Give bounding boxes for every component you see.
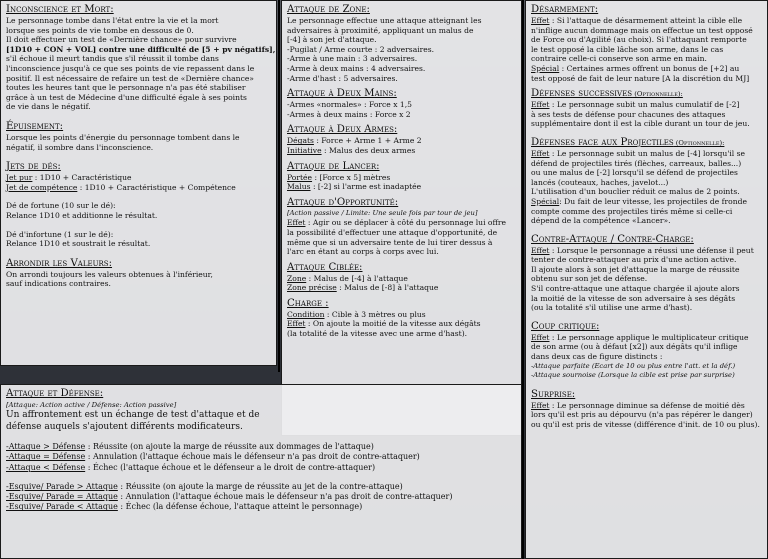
text-line: le test opposé la cible lâche son arme, dans le cas — [531, 44, 724, 54]
term-label: Zone précise — [287, 283, 337, 293]
section-inconscience — [6, 4, 276, 112]
text-line: Un affrontement est un échange de test d'attaque et de — [6, 410, 260, 421]
term-text: : Malus de [-8] à l'attaque — [336, 283, 439, 293]
text-line — [531, 246, 762, 256]
text-line — [531, 197, 762, 207]
term-label: Portée — [287, 172, 313, 182]
text-line: la moitié de la vitesse de son adversaire à ses dégâts — [531, 293, 736, 303]
section-charge — [287, 298, 516, 339]
term-text: : Le personnage subit un malus de [-4] lorsqu'il se — [549, 148, 745, 158]
text-line — [287, 274, 516, 284]
section-title: Attaque à Deux Armes: — [287, 124, 398, 136]
text-line — [287, 319, 516, 329]
term-label: Zone — [287, 273, 307, 283]
text-line: ou qu'il est pris de vitesse (différence d'init. de 10 ou plus). — [531, 420, 760, 429]
section-deux-armes — [287, 124, 516, 155]
text-line: dans deux cas de figure distincts : — [531, 352, 663, 362]
term-label: Effet — [531, 16, 550, 25]
text-line: -Arme à une main : 3 adversaires. — [287, 54, 418, 64]
section-arrondir — [6, 258, 271, 289]
text-line: S'il contre-attaque une attaque chargée il ajoute alors — [531, 284, 740, 294]
text-line: la possibilité d'effectuer une attaque d'opportunité, de — [287, 227, 498, 237]
rule-label: -Esquive/ Parade < Attaque — [6, 502, 118, 512]
optional-tag: (Optionnelle): — [632, 90, 683, 99]
text-line: l'inconscience jusqu'à ce que ses points de vie repassent dans le — [6, 63, 255, 73]
text-line: [-4] à son jet d'attaque. — [287, 35, 377, 45]
section-title: Jets de dés: — [6, 161, 61, 173]
term-text: : [-2] si l'arme est inadaptée — [310, 182, 422, 192]
term-text: : Lorsque le personnage a réussi une défense il peut — [549, 245, 754, 255]
text-line — [287, 182, 516, 192]
rule-label: -Esquive/ Parade = Attaque — [6, 492, 118, 502]
section-deux-mains — [287, 88, 516, 119]
section-title-text: Défenses face aux Projectiles — [531, 136, 674, 148]
rule-line — [6, 482, 516, 492]
text-line: compte comme des projectiles tirés même si celle-ci — [531, 206, 733, 216]
spacer — [6, 192, 271, 201]
text-line — [6, 173, 271, 183]
section-title: Attaque et Défense: — [6, 388, 104, 399]
text-line: n'inflige aucun dommage mais on effectue un test opposé — [531, 25, 753, 35]
text-line: (ou la totalité s'il utilise une arme d'hast). — [531, 303, 693, 313]
section-title — [531, 137, 762, 149]
text-line — [531, 401, 762, 411]
text-line — [531, 149, 762, 159]
section-opportunite — [287, 197, 516, 257]
section-subtitle: [Attaque: Action active / Défense: Action passive] — [6, 401, 177, 409]
rule-line — [6, 492, 516, 502]
term-text: : Du fait de leur vitesse, les projectiles de fronde — [559, 196, 747, 206]
section-title: Attaque de Lancer: — [287, 160, 380, 172]
optional-tag: (Optionnelle): — [673, 138, 725, 147]
text-line — [287, 136, 516, 146]
text-line: négatif, il sombre dans l'inconscience. — [6, 142, 154, 152]
text-line: -Arme d'hast : 5 adversaires. — [287, 73, 398, 83]
text-line: test opposé de fait de leur nature [A la discrétion du MJ] — [531, 73, 750, 83]
term-text: : Le personnage applique le multiplicateur critique — [549, 332, 749, 342]
text-line: Le personnage tombe dans l'état entre la vie et la mort — [6, 16, 219, 25]
term-text: : [Force x 5] mètres — [312, 172, 391, 182]
rule-text: : Annulation (l'attaque échoue mais le défenseur n'a pas droit de contre-attaquer) — [117, 492, 453, 502]
term-text: : Malus de [-4] à l'attaque — [306, 273, 408, 283]
text-line: (la totalité de la vitesse avec une arme d'hast). — [287, 329, 468, 339]
term-text: : On ajoute la moitié de la vitesse aux dégâts — [305, 319, 481, 329]
term-label: Initiative — [287, 145, 322, 155]
term-text: : Le personnage diminue sa défense de moitié dès — [549, 400, 745, 410]
text-line: -Arme à deux mains : 4 adversaires. — [287, 63, 426, 73]
section-ciblee — [287, 262, 516, 293]
rule-text: : Annulation (l'attaque échoue mais le défenseur n'a pas droit de contre-attaquer) — [85, 452, 420, 462]
section-title: Attaque Ciblée: — [287, 261, 363, 273]
section-jets — [6, 161, 271, 249]
term-text: : Si l'attaque de désarmement atteint la cible elle — [549, 16, 743, 25]
spacer — [6, 433, 516, 442]
rule-label: -Attaque > Défense — [6, 442, 86, 452]
text-line: Relance 1D10 et soustrait le résultat. — [6, 239, 151, 249]
text-line: tenter de contre-attaquer au prix d'une action active. — [531, 255, 737, 265]
term-text: : Certaines armes offrent un bonus de [+2] au — [559, 63, 740, 73]
text-line: -Attaque sournoise (Lorsque la cible est prise par surprise) — [531, 371, 735, 380]
text-line: Relance 1D10 et additionne le résultat. — [6, 210, 158, 220]
rule-text: : Réussite (on ajoute la marge de réussite aux dommages de l'attaque) — [85, 442, 374, 452]
text-line: grâce à un test de Médecine d'une difficulté égale à ses points — [6, 92, 247, 102]
term-label: Effet — [531, 400, 550, 410]
text-line: obtenu sur son jet de défense. — [531, 274, 648, 284]
section-title: Coup critique: — [531, 320, 600, 332]
section-title: Charge : — [287, 297, 329, 309]
section-title: Désarmement: — [531, 4, 599, 15]
text-line: dépend de la compétence «Lancer». — [531, 216, 671, 226]
text-line: Il ajoute alors à son jet d'attaque la marge de réussite — [531, 264, 740, 274]
section-surprise — [531, 389, 762, 430]
rule-label: -Esquive/ Parade > Attaque — [6, 481, 118, 491]
section-defenses-successives — [531, 88, 762, 129]
section-title: Épuisement: — [6, 120, 64, 132]
text-line: Dé d'infortune (1 sur le dé): — [6, 229, 114, 239]
section-subtitle: [Action passive / Limite: Une seule fois par tour de jeu] — [287, 208, 478, 217]
text-line: Il doit effectuer un test de «Dernière chance» pour survivre — [6, 35, 237, 45]
text-line: Lorsque les points d'énergie du personnage tombent dans le — [6, 132, 240, 142]
text-line — [287, 146, 516, 156]
text-line: défend de projectiles tirés (flèches, carreaux, balles...) — [531, 158, 742, 168]
text-line: toutes les heures tant que le personnage n'a pas été stabiliser — [6, 83, 246, 93]
text-line: [1D10 + CON + VOL] contre une difficulté de [5 + pv négatifs], — [6, 44, 276, 54]
text-line: -Armes à deux mains : Force x 2 — [287, 109, 411, 119]
spacer — [6, 221, 271, 230]
rule-label: -Attaque = Défense — [6, 452, 86, 462]
term-label: Effet — [531, 100, 550, 110]
term-label: Condition — [287, 309, 325, 319]
text-line: Le personnage effectue une attaque atteignant les — [287, 16, 482, 25]
panel-right — [525, 0, 768, 559]
section-defenses-projectiles — [531, 137, 762, 226]
text-line: supplémentaire dont il est la cible durant un tour de jeu. — [531, 119, 750, 129]
text-line: de son arme (ou à défaut [x2]) aux dégâts qu'il inflige — [531, 342, 738, 352]
term-label: Effet — [287, 218, 306, 228]
panel-left — [0, 0, 277, 366]
rule-label: -Attaque < Défense — [6, 462, 86, 472]
term-text: : Malus des deux armes — [321, 145, 416, 155]
section-attaque-zone — [287, 4, 516, 83]
text-line: à ses tests de défense pour chacunes des attaques — [531, 109, 726, 119]
section-title: Inconscience et Mort: — [6, 4, 114, 15]
rule-line — [6, 452, 516, 462]
section-title-text: Défenses successives — [531, 88, 633, 100]
text-line — [287, 218, 516, 228]
text-line: -Armes «normales» : Force x 1,5 — [287, 100, 412, 110]
text-line — [531, 64, 762, 74]
text-line — [531, 100, 762, 110]
rule-text: : Réussite (on ajoute la marge de réussite au jet de la contre-attaque) — [117, 481, 403, 491]
section-epuisement — [6, 121, 271, 152]
term-label: Jet pur — [6, 173, 33, 183]
term-text: : Le personnage subit un malus cumulatif de [-2] — [549, 100, 740, 110]
column-divider — [278, 0, 280, 372]
section-title: Attaque d'Opportunité: — [287, 196, 399, 208]
text-line: positif. Il est nécessaire de refaire un test de «Dernière chance» — [6, 73, 254, 83]
text-line: lorsque ses points de vie tombe en dessous de 0. — [6, 25, 194, 35]
text-line — [531, 16, 762, 26]
rule-line — [6, 442, 516, 452]
spacer — [6, 473, 516, 482]
rule-text: : Échec (l'attaque échoue et le défenseur a le droit de contre-attaquer) — [85, 462, 376, 472]
text-line: On arrondi toujours les valeurs obtenues à l'inférieur, — [6, 269, 213, 279]
text-line — [287, 173, 516, 183]
text-line: de vie dans le négatif. — [6, 102, 91, 112]
section-lancer — [287, 161, 516, 192]
term-label: Jet de compétence — [6, 182, 78, 192]
section-title: Surprise: — [531, 388, 576, 400]
text-line: de Force ou d'Agilité (au choix). Si l'attaquant remporte — [531, 35, 747, 45]
text-line: lors qu'il est pris au dépourvu (n'a pas répérer le danger) — [531, 410, 753, 420]
term-text: : Agir ou se déplacer à côté du personnage lui offre — [305, 218, 507, 228]
term-text: : Cible à 3 mètres ou plus — [324, 309, 426, 319]
section-title: Arrondir les Valeurs: — [6, 257, 113, 269]
text-line: ou une malus de [-2] lorsqu'il se défend de projectiles — [531, 168, 738, 178]
term-text: : Force + Arme 1 + Arme 2 — [313, 136, 422, 146]
term-label: Effet — [531, 245, 550, 255]
section-desarmement — [531, 4, 762, 83]
panel-bottom — [0, 384, 522, 559]
text-line: lancés (couteaux, haches, javelot...) — [531, 177, 669, 187]
text-line: Dé de fortune (10 sur le dé): — [6, 201, 116, 211]
panel-middle — [281, 0, 522, 436]
text-line — [531, 333, 762, 343]
text-line: L'utilisation d'un bouclier réduit ce malus de 2 points. — [531, 187, 740, 197]
text-line: -Attaque parfaite (Ecart de 10 ou plus entre l'att. et la déf.) — [531, 361, 736, 370]
rule-line — [6, 463, 516, 473]
term-label: Dégats — [287, 136, 314, 146]
section-title — [531, 88, 762, 100]
rule-text: : Échec (la défense échoue, l'attaque atteint le personnage) — [117, 502, 363, 512]
text-line: s'il échoue il meurt tandis que s'il réussit il tombe dans — [6, 54, 219, 64]
text-line: -Pugilat / Arme courte : 2 adversaires. — [287, 44, 435, 54]
text-line: sauf indications contraires. — [6, 279, 111, 289]
term-label: Spécial — [531, 63, 560, 73]
section-contre-attaque — [531, 234, 762, 313]
text-line — [287, 310, 516, 320]
term-label: Spécial — [531, 196, 560, 206]
term-label: Effet — [531, 148, 550, 158]
text-line — [287, 283, 516, 293]
term-text: : 1D10 + Caractéristique + Compétence — [77, 182, 236, 192]
section-title: Attaque de Zone: — [287, 4, 370, 15]
section-title: Contre-Attaque / Contre-Charge: — [531, 233, 694, 245]
term-label: Malus — [287, 182, 311, 192]
text-line — [6, 183, 271, 193]
text-line: même que si un adversaire tente de lui tirer dessus à — [287, 237, 493, 247]
text-line: défense auquels s'ajoutent différents modificateurs. — [6, 421, 243, 432]
text-line: l'arc en étant au corps à corps avec lui. — [287, 247, 439, 257]
term-text: : 1D10 + Caractéristique — [32, 173, 132, 183]
section-coup-critique — [531, 321, 762, 381]
text-line: contraire celle-ci conserve son arme en main. — [531, 54, 707, 64]
term-label: Effet — [287, 319, 306, 329]
text-line: adversaires à proximité, appliquant un malus de — [287, 25, 474, 35]
term-label: Effet — [531, 332, 550, 342]
column-divider — [522, 0, 524, 559]
rule-line — [6, 502, 516, 512]
section-title: Attaque à Deux Mains: — [287, 88, 397, 100]
